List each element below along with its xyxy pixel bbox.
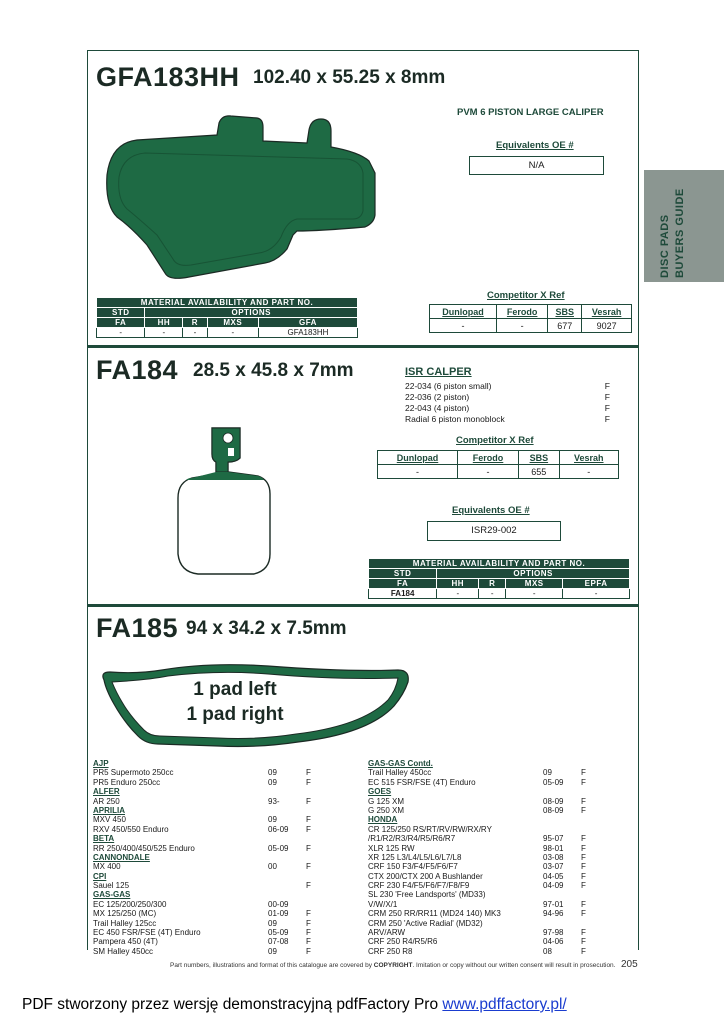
- isr-name: 22-036 (2 piston): [405, 392, 470, 402]
- material-title: MATERIAL AVAILABILITY AND PART NO.: [369, 559, 630, 569]
- side-tab-line1: DISC PADS: [659, 214, 671, 278]
- list-item: [368, 797, 601, 806]
- list-model: RXV 450/550 Enduro: [93, 824, 169, 834]
- list-item: [93, 928, 326, 937]
- list-flag: F: [306, 937, 311, 947]
- list-item: [368, 806, 601, 815]
- list-item: [368, 900, 601, 909]
- footer-text: Part numbers, illustrations and format of this catalogue are covered by: [170, 962, 374, 969]
- list-model: SM Halley 450cc: [93, 946, 154, 956]
- list-model: CRF 230 F4/F5/F6/F7/F8/F9: [368, 881, 470, 891]
- list-model: GOES: [368, 787, 392, 797]
- list-flag: F: [306, 946, 311, 956]
- list-years: 05-09: [268, 843, 289, 853]
- list-flag: F: [581, 946, 586, 956]
- product-code: FA185: [96, 613, 179, 643]
- list-flag: [581, 919, 601, 928]
- list-model: AR 250: [93, 796, 120, 806]
- material-cell: -: [563, 589, 630, 599]
- list-years: [268, 881, 306, 890]
- list-flag: [306, 853, 326, 862]
- list-item: [93, 844, 326, 853]
- competitor-table: [429, 304, 632, 333]
- list-model: GAS-GAS: [93, 890, 131, 900]
- footer-text: . Imitation or copy without our written consent will result in prosecution.: [412, 962, 616, 969]
- competitor-cell: 655: [519, 465, 559, 479]
- competitor-cell: 9027: [582, 319, 632, 333]
- list-flag: F: [306, 777, 311, 787]
- isr-flag: F: [604, 403, 610, 413]
- list-model: APRILIA: [93, 805, 125, 815]
- competitor-cell: -: [458, 465, 519, 479]
- product-code: FA184: [96, 355, 179, 385]
- material-options: OPTIONS: [437, 569, 630, 579]
- list-item: [93, 778, 326, 787]
- list-flag: F: [306, 918, 311, 928]
- list-item: [368, 759, 601, 768]
- material-cell: -: [183, 328, 207, 338]
- list-model: AJP: [93, 759, 109, 768]
- list-item: [368, 815, 601, 824]
- list-item: [405, 403, 610, 414]
- page-number: 205: [621, 959, 638, 970]
- equivalents-label: Equivalents OE #: [452, 505, 530, 516]
- list-item: [405, 414, 610, 425]
- list-flag: [306, 759, 326, 768]
- isr-header: ISR CALPER: [405, 366, 472, 378]
- list-model: CRF 250 R4/R5/R6: [368, 937, 438, 947]
- list-years: 97-98: [543, 928, 564, 938]
- product-dimensions: 94 x 34.2 x 7.5mm: [186, 618, 347, 639]
- list-item: [368, 890, 601, 899]
- isr-name: 22-043 (4 piston): [405, 403, 470, 413]
- list-years: 08: [543, 946, 552, 956]
- caliper-label: PVM 6 PISTON LARGE CALIPER: [457, 107, 604, 118]
- isr-flag: F: [604, 392, 610, 402]
- material-std: STD: [369, 569, 437, 579]
- list-years: [268, 834, 306, 843]
- list-flag: [581, 815, 601, 824]
- brake-pad-illustration: [97, 105, 397, 305]
- list-item: [93, 872, 326, 881]
- list-model: Trail Halley 125cc: [93, 918, 157, 928]
- isr-caliper-list: [405, 366, 610, 425]
- list-flag: F: [581, 843, 586, 853]
- pad-note-right: 1 pad right: [186, 704, 284, 725]
- competitor-label: Competitor X Ref: [456, 435, 534, 446]
- competitor-header: Vesrah: [582, 305, 632, 319]
- list-item: [405, 392, 610, 403]
- list-item: [93, 768, 326, 777]
- list-years: 00-09: [268, 899, 289, 909]
- list-model: MX 125/250 (MC): [93, 909, 157, 919]
- list-years: [543, 759, 581, 768]
- list-model: CRM 250 'Active Radial' (MD32): [368, 918, 483, 928]
- material-col: MXS: [506, 579, 563, 589]
- list-flag: F: [581, 796, 586, 806]
- competitor-cell: -: [378, 465, 458, 479]
- isr-flag: F: [604, 381, 610, 391]
- list-years: 09: [268, 815, 277, 825]
- list-item: [93, 937, 326, 946]
- list-item: [93, 947, 326, 956]
- isr-name: 22-034 (6 piston small): [405, 381, 492, 391]
- list-years: 07-08: [268, 937, 289, 947]
- list-item: [368, 834, 601, 843]
- product-dimensions: 28.5 x 45.8 x 7mm: [193, 360, 354, 381]
- competitor-cell: -: [430, 319, 497, 333]
- list-model: GAS-GAS Contd.: [368, 759, 433, 768]
- list-flag: [306, 872, 326, 881]
- isr-flag: F: [604, 414, 610, 424]
- list-years: 09: [268, 946, 277, 956]
- list-item: [368, 862, 601, 871]
- list-item: [93, 825, 326, 834]
- list-item: [93, 787, 326, 796]
- list-flag: F: [581, 909, 586, 919]
- competitor-cell: -: [559, 465, 618, 479]
- product-dimensions: 102.40 x 55.25 x 8mm: [253, 67, 446, 88]
- list-flag: F: [581, 928, 586, 938]
- material-cell: -: [207, 328, 258, 338]
- isr-name: Radial 6 piston monoblock: [405, 414, 505, 424]
- side-tab: [644, 170, 724, 282]
- list-years: [268, 890, 306, 899]
- list-years: 06-09: [268, 824, 289, 834]
- list-model: HONDA: [368, 815, 398, 825]
- pdf-banner-text: PDF stworzony przez wersję demonstracyjną pdfFactory Pro: [22, 996, 443, 1013]
- material-cell: -: [506, 589, 563, 599]
- brake-pad-illustration: [170, 418, 290, 598]
- list-years: 09: [268, 918, 277, 928]
- list-model: CR 125/250 RS/RT/RV/RW/RX/RY: [368, 824, 492, 834]
- list-item: [93, 797, 326, 806]
- list-model: MX 400: [93, 862, 121, 872]
- list-flag: [306, 834, 326, 843]
- list-years: 09: [268, 768, 277, 778]
- side-tab-label: [658, 188, 688, 278]
- section-divider: [87, 604, 639, 607]
- list-item: [368, 881, 601, 890]
- list-years: [268, 872, 306, 881]
- list-flag: F: [306, 768, 311, 778]
- list-years: 98-01: [543, 843, 564, 853]
- list-item: [368, 787, 601, 796]
- list-flag: F: [581, 899, 586, 909]
- list-years: 04-06: [543, 937, 564, 947]
- material-cell: FA184: [369, 589, 437, 599]
- list-flag: [306, 806, 326, 815]
- list-flag: F: [306, 824, 311, 834]
- list-item: [368, 853, 601, 862]
- list-item: [368, 844, 601, 853]
- material-cell: GFA183HH: [258, 328, 357, 338]
- application-list-left: [93, 759, 326, 956]
- competitor-header: SBS: [519, 451, 559, 465]
- list-item: [368, 937, 601, 946]
- list-item: [93, 759, 326, 768]
- equivalents-value: N/A: [469, 156, 604, 175]
- list-flag: F: [306, 796, 311, 806]
- list-years: 08-09: [543, 796, 564, 806]
- list-model: Sauel 125: [93, 881, 130, 891]
- list-item: [368, 909, 601, 918]
- material-col: FA: [369, 579, 437, 589]
- material-cell: -: [145, 328, 183, 338]
- material-col: EPFA: [563, 579, 630, 589]
- competitor-header: Vesrah: [559, 451, 618, 465]
- list-flag: [581, 825, 601, 834]
- list-model: CRF 150 F3/F4/F5/F6/F7: [368, 862, 458, 872]
- list-item: [368, 872, 601, 881]
- list-model: /R1/R2/R3/R4/R5/R6/R7: [368, 834, 456, 844]
- list-model: ARV/ARW: [368, 928, 406, 938]
- list-model: MXV 450: [93, 815, 126, 825]
- material-col: HH: [145, 318, 183, 328]
- list-years: [268, 759, 306, 768]
- side-tab-line2: BUYERS GUIDE: [674, 188, 686, 278]
- list-model: ALFER: [93, 787, 120, 797]
- competitor-header: Ferodo: [497, 305, 548, 319]
- competitor-header: Dunlopad: [430, 305, 497, 319]
- competitor-cell: 677: [548, 319, 582, 333]
- list-flag: F: [581, 937, 586, 947]
- competitor-cell: -: [497, 319, 548, 333]
- list-model: CPI: [93, 871, 107, 881]
- list-model: PR5 Enduro 250cc: [93, 777, 161, 787]
- material-col: R: [183, 318, 207, 328]
- list-item: [368, 768, 601, 777]
- list-model: CANNONDALE: [93, 852, 150, 862]
- list-years: 08-09: [543, 805, 564, 815]
- list-years: 09: [268, 777, 277, 787]
- competitor-header: SBS: [548, 305, 582, 319]
- material-col: R: [479, 579, 506, 589]
- list-model: EC 515 FSR/FSE (4T) Enduro: [368, 777, 476, 787]
- list-flag: F: [306, 862, 311, 872]
- list-item: [368, 778, 601, 787]
- material-cell: -: [97, 328, 145, 338]
- list-flag: F: [581, 834, 586, 844]
- list-flag: F: [581, 871, 586, 881]
- list-item: [93, 815, 326, 824]
- list-item: [93, 919, 326, 928]
- equivalents-label: Equivalents OE #: [496, 140, 574, 151]
- list-flag: F: [306, 928, 311, 938]
- list-model: G 125 XM: [368, 796, 405, 806]
- material-cell: -: [437, 589, 479, 599]
- list-years: 00: [268, 862, 277, 872]
- list-years: [268, 787, 306, 796]
- list-model: Pampera 450 (4T): [93, 937, 158, 947]
- list-flag: [306, 787, 326, 796]
- material-table: [96, 297, 358, 338]
- application-list-right: [368, 759, 601, 956]
- material-col: HH: [437, 579, 479, 589]
- list-model: CRF 250 R8: [368, 946, 413, 956]
- list-flag: F: [581, 881, 586, 891]
- list-years: 05-09: [268, 928, 289, 938]
- list-item: [93, 900, 326, 909]
- list-model: G 250 XM: [368, 805, 405, 815]
- list-flag: F: [306, 881, 311, 891]
- list-years: 01-09: [268, 909, 289, 919]
- list-years: 09: [543, 768, 552, 778]
- list-model: EC 125/200/250/300: [93, 899, 167, 909]
- list-years: [543, 825, 581, 834]
- list-item: [368, 825, 601, 834]
- list-model: CRM 250 RR/RR11 (MD24 140) MK3: [368, 909, 501, 919]
- material-col: FA: [97, 318, 145, 328]
- list-flag: [581, 787, 601, 796]
- material-col: GFA: [258, 318, 357, 328]
- list-years: 04-09: [543, 881, 564, 891]
- material-title: MATERIAL AVAILABILITY AND PART NO.: [97, 298, 358, 308]
- copyright-footer: [170, 962, 615, 969]
- pdf-banner: [22, 996, 567, 1014]
- material-col: MXS: [207, 318, 258, 328]
- list-years: 97-01: [543, 899, 564, 909]
- competitor-table: [377, 450, 619, 479]
- list-model: CTX 200/CTX 200 A Bushlander: [368, 871, 483, 881]
- list-flag: [306, 890, 326, 899]
- list-flag: F: [581, 777, 586, 787]
- footer-bold: COPYRIGHT: [373, 962, 413, 969]
- list-years: [543, 787, 581, 796]
- list-flag: F: [306, 909, 311, 919]
- list-flag: F: [581, 805, 586, 815]
- list-years: 95-07: [543, 834, 564, 844]
- list-model: XR 125 L3/L4/L5/L6/L7/L8: [368, 852, 462, 862]
- list-years: 04-05: [543, 871, 564, 881]
- list-item: [368, 919, 601, 928]
- pad-note-left: 1 pad left: [193, 679, 277, 700]
- list-item: [93, 853, 326, 862]
- list-item: [93, 890, 326, 899]
- material-std: STD: [97, 308, 145, 318]
- list-model: RR 250/400/450/525 Enduro: [93, 843, 195, 853]
- list-flag: F: [581, 768, 586, 778]
- list-years: 05-09: [543, 777, 564, 787]
- list-flag: F: [581, 862, 586, 872]
- list-years: [543, 890, 581, 899]
- section-divider: [87, 345, 639, 348]
- list-model: EC 450 FSR/FSE (4T) Enduro: [93, 928, 201, 938]
- list-model: PR5 Supermoto 250cc: [93, 768, 174, 778]
- list-item: [93, 862, 326, 871]
- list-flag: F: [306, 815, 311, 825]
- list-model: BETA: [93, 834, 115, 844]
- list-years: 94-96: [543, 909, 564, 919]
- equivalents-value: ISR29-002: [427, 521, 561, 541]
- product-code: GFA183HH: [96, 62, 240, 92]
- list-flag: F: [581, 852, 586, 862]
- list-item: [93, 881, 326, 890]
- list-flag: [581, 759, 601, 768]
- list-years: [268, 806, 306, 815]
- list-years: 03-08: [543, 852, 564, 862]
- material-cell: -: [479, 589, 506, 599]
- list-item: [93, 806, 326, 815]
- competitor-label: Competitor X Ref: [487, 290, 565, 301]
- list-item: [405, 381, 610, 392]
- competitor-header: Ferodo: [458, 451, 519, 465]
- list-model: V/W/X/1: [368, 899, 398, 909]
- list-model: XLR 125 RW: [368, 843, 415, 853]
- list-years: [543, 919, 581, 928]
- competitor-header: Dunlopad: [378, 451, 458, 465]
- pdf-banner-link[interactable]: www.pdffactory.pl/: [442, 996, 567, 1013]
- list-flag: F: [306, 843, 311, 853]
- list-model: Trail Halley 450cc: [368, 768, 432, 778]
- list-flag: [581, 890, 601, 899]
- material-table: [368, 558, 630, 599]
- list-years: [543, 815, 581, 824]
- list-years: 93-: [268, 796, 280, 806]
- list-item: [368, 928, 601, 937]
- list-years: [268, 853, 306, 862]
- material-options: OPTIONS: [145, 308, 358, 318]
- list-item: [93, 834, 326, 843]
- list-years: 03-07: [543, 862, 564, 872]
- list-item: [368, 947, 601, 956]
- list-model: SL 230 'Free Landsports' (MD33): [368, 890, 486, 900]
- list-item: [93, 909, 326, 918]
- list-flag: [306, 900, 326, 909]
